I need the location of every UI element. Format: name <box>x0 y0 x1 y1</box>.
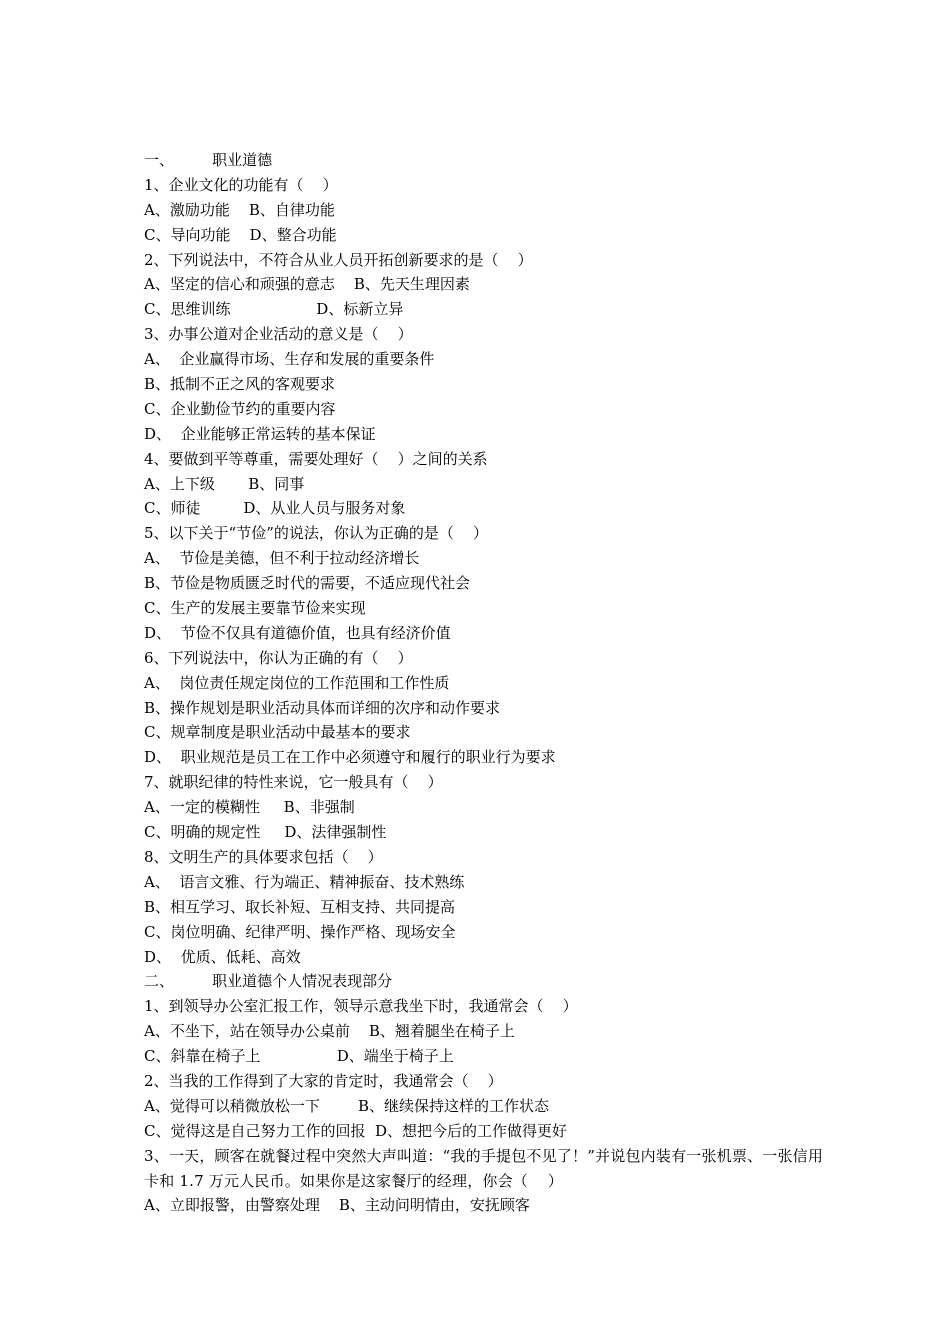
section-heading: 二、 职业道德个人情况表现部分 <box>144 972 393 991</box>
question: 1、到领导办公室汇报工作，领导示意我坐下时，我通常会（ ） <box>144 997 578 1016</box>
question: 2、当我的工作得到了大家的肯定时，我通常会（ ） <box>144 1071 503 1090</box>
question: 5、以下关于“节俭”的说法，你认为正确的是（ ） <box>144 524 488 543</box>
exam-content <box>144 148 834 1218</box>
answer-option: A、激励功能 B、自律功能 <box>144 200 335 219</box>
question: 1、企业文化的功能有（ ） <box>144 175 338 194</box>
answer-option: B、操作规划是职业活动具体而详细的次序和动作要求 <box>144 698 501 717</box>
answer-option: C、师徒 D、从业人员与服务对象 <box>144 499 406 518</box>
answer-option: C、生产的发展主要靠节俭来实现 <box>144 599 366 618</box>
answer-option: C、规章制度是职业活动中最基本的要求 <box>144 723 411 742</box>
answer-option: A、觉得可以稍微放松一下 B、继续保持这样的工作状态 <box>144 1096 550 1115</box>
answer-option: A、坚定的信心和顽强的意志 B、先天生理因素 <box>144 275 470 294</box>
answer-option: D、 节俭不仅具有道德价值，也具有经济价值 <box>144 623 451 642</box>
answer-option: C、思维训练 D、标新立异 <box>144 300 404 319</box>
answer-option: D、 职业规范是员工在工作中必须遵守和履行的职业行为要求 <box>144 748 556 767</box>
question: 3、一天，顾客在就餐过程中突然大声叫道：“我的手提包不见了！”并说包内装有一张机票、一张信用卡和 1.7 万元人民币。如果你是这家餐厅的经理，你会（ ） <box>144 1146 824 1190</box>
question: 3、办事公道对企业活动的意义是（ ） <box>144 325 413 344</box>
answer-option: C、岗位明确、纪律严明、操作严格、现场安全 <box>144 922 456 941</box>
question: 2、下列说法中，不符合从业人员开拓创新要求的是（ ） <box>144 250 533 269</box>
answer-option: C、明确的规定性 D、法律强制性 <box>144 823 387 842</box>
answer-option: A、一定的模糊性 B、非强制 <box>144 798 355 817</box>
section-heading: 一、 职业道德 <box>144 151 273 169</box>
answer-option: D、 优质、低耗、高效 <box>144 947 301 966</box>
answer-option: A、立即报警，由警察处理 B、主动问明情由，安抚顾客 <box>144 1196 530 1215</box>
answer-option: B、相互学习、取长补短、互相支持、共同提高 <box>144 897 456 916</box>
question: 6、下列说法中，你认为正确的有（ ） <box>144 648 413 667</box>
answer-option: A、 岗位责任规定岗位的工作范围和工作性质 <box>144 673 450 692</box>
answer-option: C、导向功能 D、整合功能 <box>144 225 337 244</box>
answer-option: A、不坐下，站在领导办公桌前 B、翘着腿坐在椅子上 <box>144 1022 515 1041</box>
answer-option: B、抵制不正之风的客观要求 <box>144 375 336 394</box>
answer-option: A、 语言文雅、行为端正、精神振奋、技术熟练 <box>144 872 465 891</box>
question: 8、文明生产的具体要求包括（ ） <box>144 847 383 866</box>
answer-option: D、 企业能够正常运转的基本保证 <box>144 424 376 443</box>
answer-option: C、觉得这是自己努力工作的回报 D、想把今后的工作做得更好 <box>144 1121 568 1140</box>
question: 4、要做到平等尊重，需要处理好（ ）之间的关系 <box>144 449 488 468</box>
answer-option: A、 企业赢得市场、生存和发展的重要条件 <box>144 350 435 369</box>
answer-option: B、节俭是物质匮乏时代的需要，不适应现代社会 <box>144 574 471 593</box>
answer-option: A、上下级 B、同事 <box>144 474 305 493</box>
answer-option: C、斜靠在椅子上 D、端坐于椅子上 <box>144 1047 454 1066</box>
question: 7、就职纪律的特性来说，它一般具有（ ） <box>144 773 443 792</box>
answer-option: C、企业勤俭节约的重要内容 <box>144 399 336 418</box>
answer-option: A、 节俭是美德，但不利于拉动经济增长 <box>144 549 420 568</box>
